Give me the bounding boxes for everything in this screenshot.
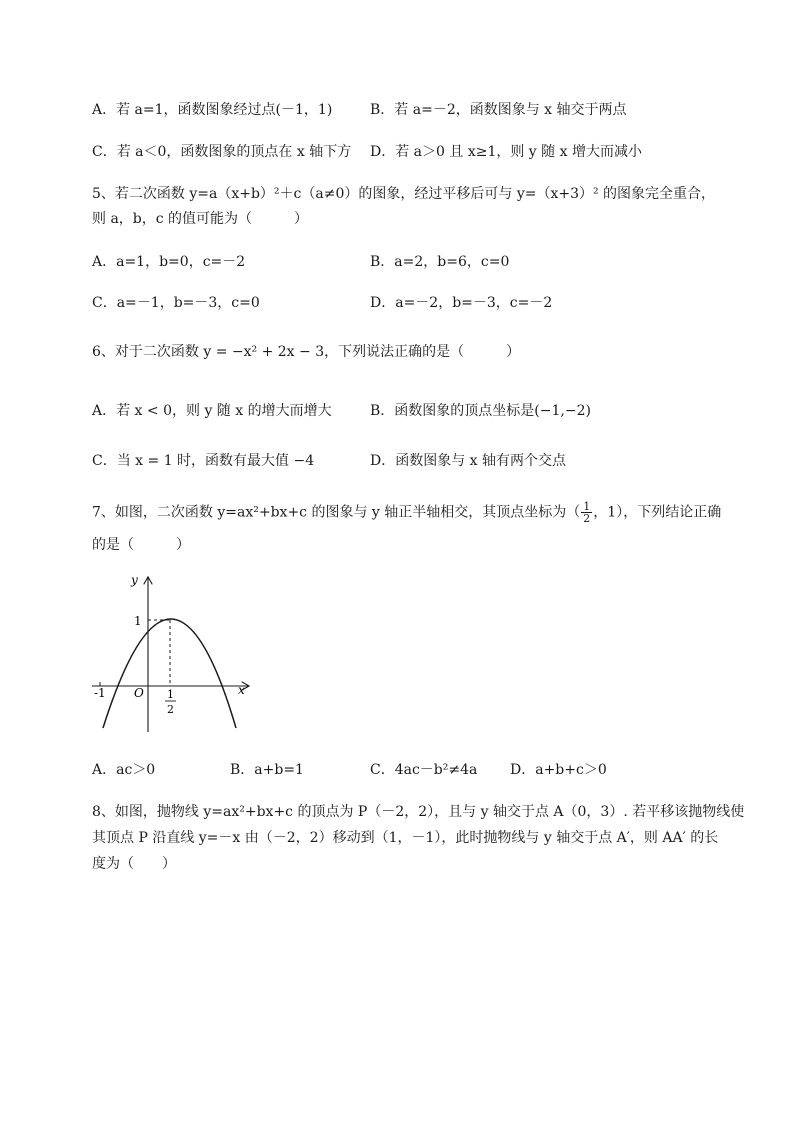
q7-stem-part-b: ，1），下列结论正确 bbox=[593, 504, 722, 521]
q7-origin-label: O bbox=[134, 686, 144, 700]
q5-option-d: D．a=－2，b=－3，c=－2 bbox=[370, 295, 553, 311]
q7-fraction-numerator: 1 bbox=[583, 500, 591, 513]
q5-option-b: B．a=2，b=6，c=0 bbox=[370, 254, 510, 270]
q7-option-c: C．4ac－b²≠4a bbox=[370, 762, 478, 778]
q5-stem-line2: 则 a，b，c 的值可能为（ ） bbox=[92, 211, 309, 227]
q7-option-a: A．ac＞0 bbox=[92, 762, 156, 778]
q4-option-a: A．若 a=1，函数图象经过点(－1，1) bbox=[92, 102, 333, 118]
q7-one-label: 1 bbox=[134, 614, 142, 628]
q7-half-denominator: 2 bbox=[167, 703, 174, 716]
q4-option-c: C．若 a＜0，函数图象的顶点在 x 轴下方 bbox=[92, 144, 352, 160]
q7-stem-line2: 的是（ ） bbox=[92, 537, 190, 553]
q8-stem-line3: 度为（ ） bbox=[92, 856, 176, 872]
q7-y-label: y bbox=[131, 573, 138, 587]
q4-option-d: D．若 a＞0 且 x≥1，则 y 随 x 增大而减小 bbox=[370, 144, 642, 160]
q5-option-c: C．a=－1，b=－3，c=0 bbox=[92, 295, 260, 311]
q7-option-d: D．a+b+c＞0 bbox=[510, 762, 607, 778]
q6-option-b: B．函数图象的顶点坐标是(−1,−2) bbox=[370, 403, 591, 419]
q7-x-label: x bbox=[238, 683, 245, 697]
q6-option-d: D．函数图象与 x 轴有两个交点 bbox=[370, 453, 567, 469]
q8-stem-line1: 8、如图，抛物线 y=ax²+bx+c 的顶点为 P（－2，2），且与 y 轴交于点 A（0，3）. 若平移该抛物线使 bbox=[92, 804, 745, 820]
q4-option-b: B．若 a=－2，函数图象与 x 轴交于两点 bbox=[370, 102, 627, 118]
q7-parabola-graph bbox=[88, 570, 258, 740]
q7-option-b: B．a+b=1 bbox=[230, 762, 304, 778]
q7-fraction-denominator: 2 bbox=[583, 512, 591, 525]
q6-option-a: A．若 x < 0，则 y 随 x 的增大而增大 bbox=[92, 403, 332, 419]
q7-stem-line1 bbox=[92, 501, 721, 524]
q5-option-a: A．a=1，b=0，c=－2 bbox=[92, 254, 246, 270]
q6-option-c: C．当 x = 1 时，函数有最大值 −4 bbox=[92, 453, 315, 469]
q8-stem-line2: 其顶点 P 沿直线 y=－x 由（－2，2）移动到（1，－1），此时抛物线与 y 轴交于点 A′，则 AA′ 的长 bbox=[92, 830, 719, 846]
q7-half-numerator: 1 bbox=[167, 688, 174, 701]
q7-stem-part-a: 7、如图，二次函数 y=ax²+bx+c 的图象与 y 轴正半轴相交，其顶点坐标为（ bbox=[92, 504, 581, 521]
q7-neg-one-label: -1 bbox=[94, 686, 106, 700]
q5-stem-line1: 5、若二次函数 y=a（x+b）²＋c（a≠0）的图象，经过平移后可与 y=（x+3）² 的图象完全重合， bbox=[92, 186, 716, 202]
q7-vertex-fraction bbox=[581, 501, 592, 524]
q6-stem: 6、对于二次函数 y = −x² + 2x − 3，下列说法正确的是（ ） bbox=[92, 344, 521, 360]
